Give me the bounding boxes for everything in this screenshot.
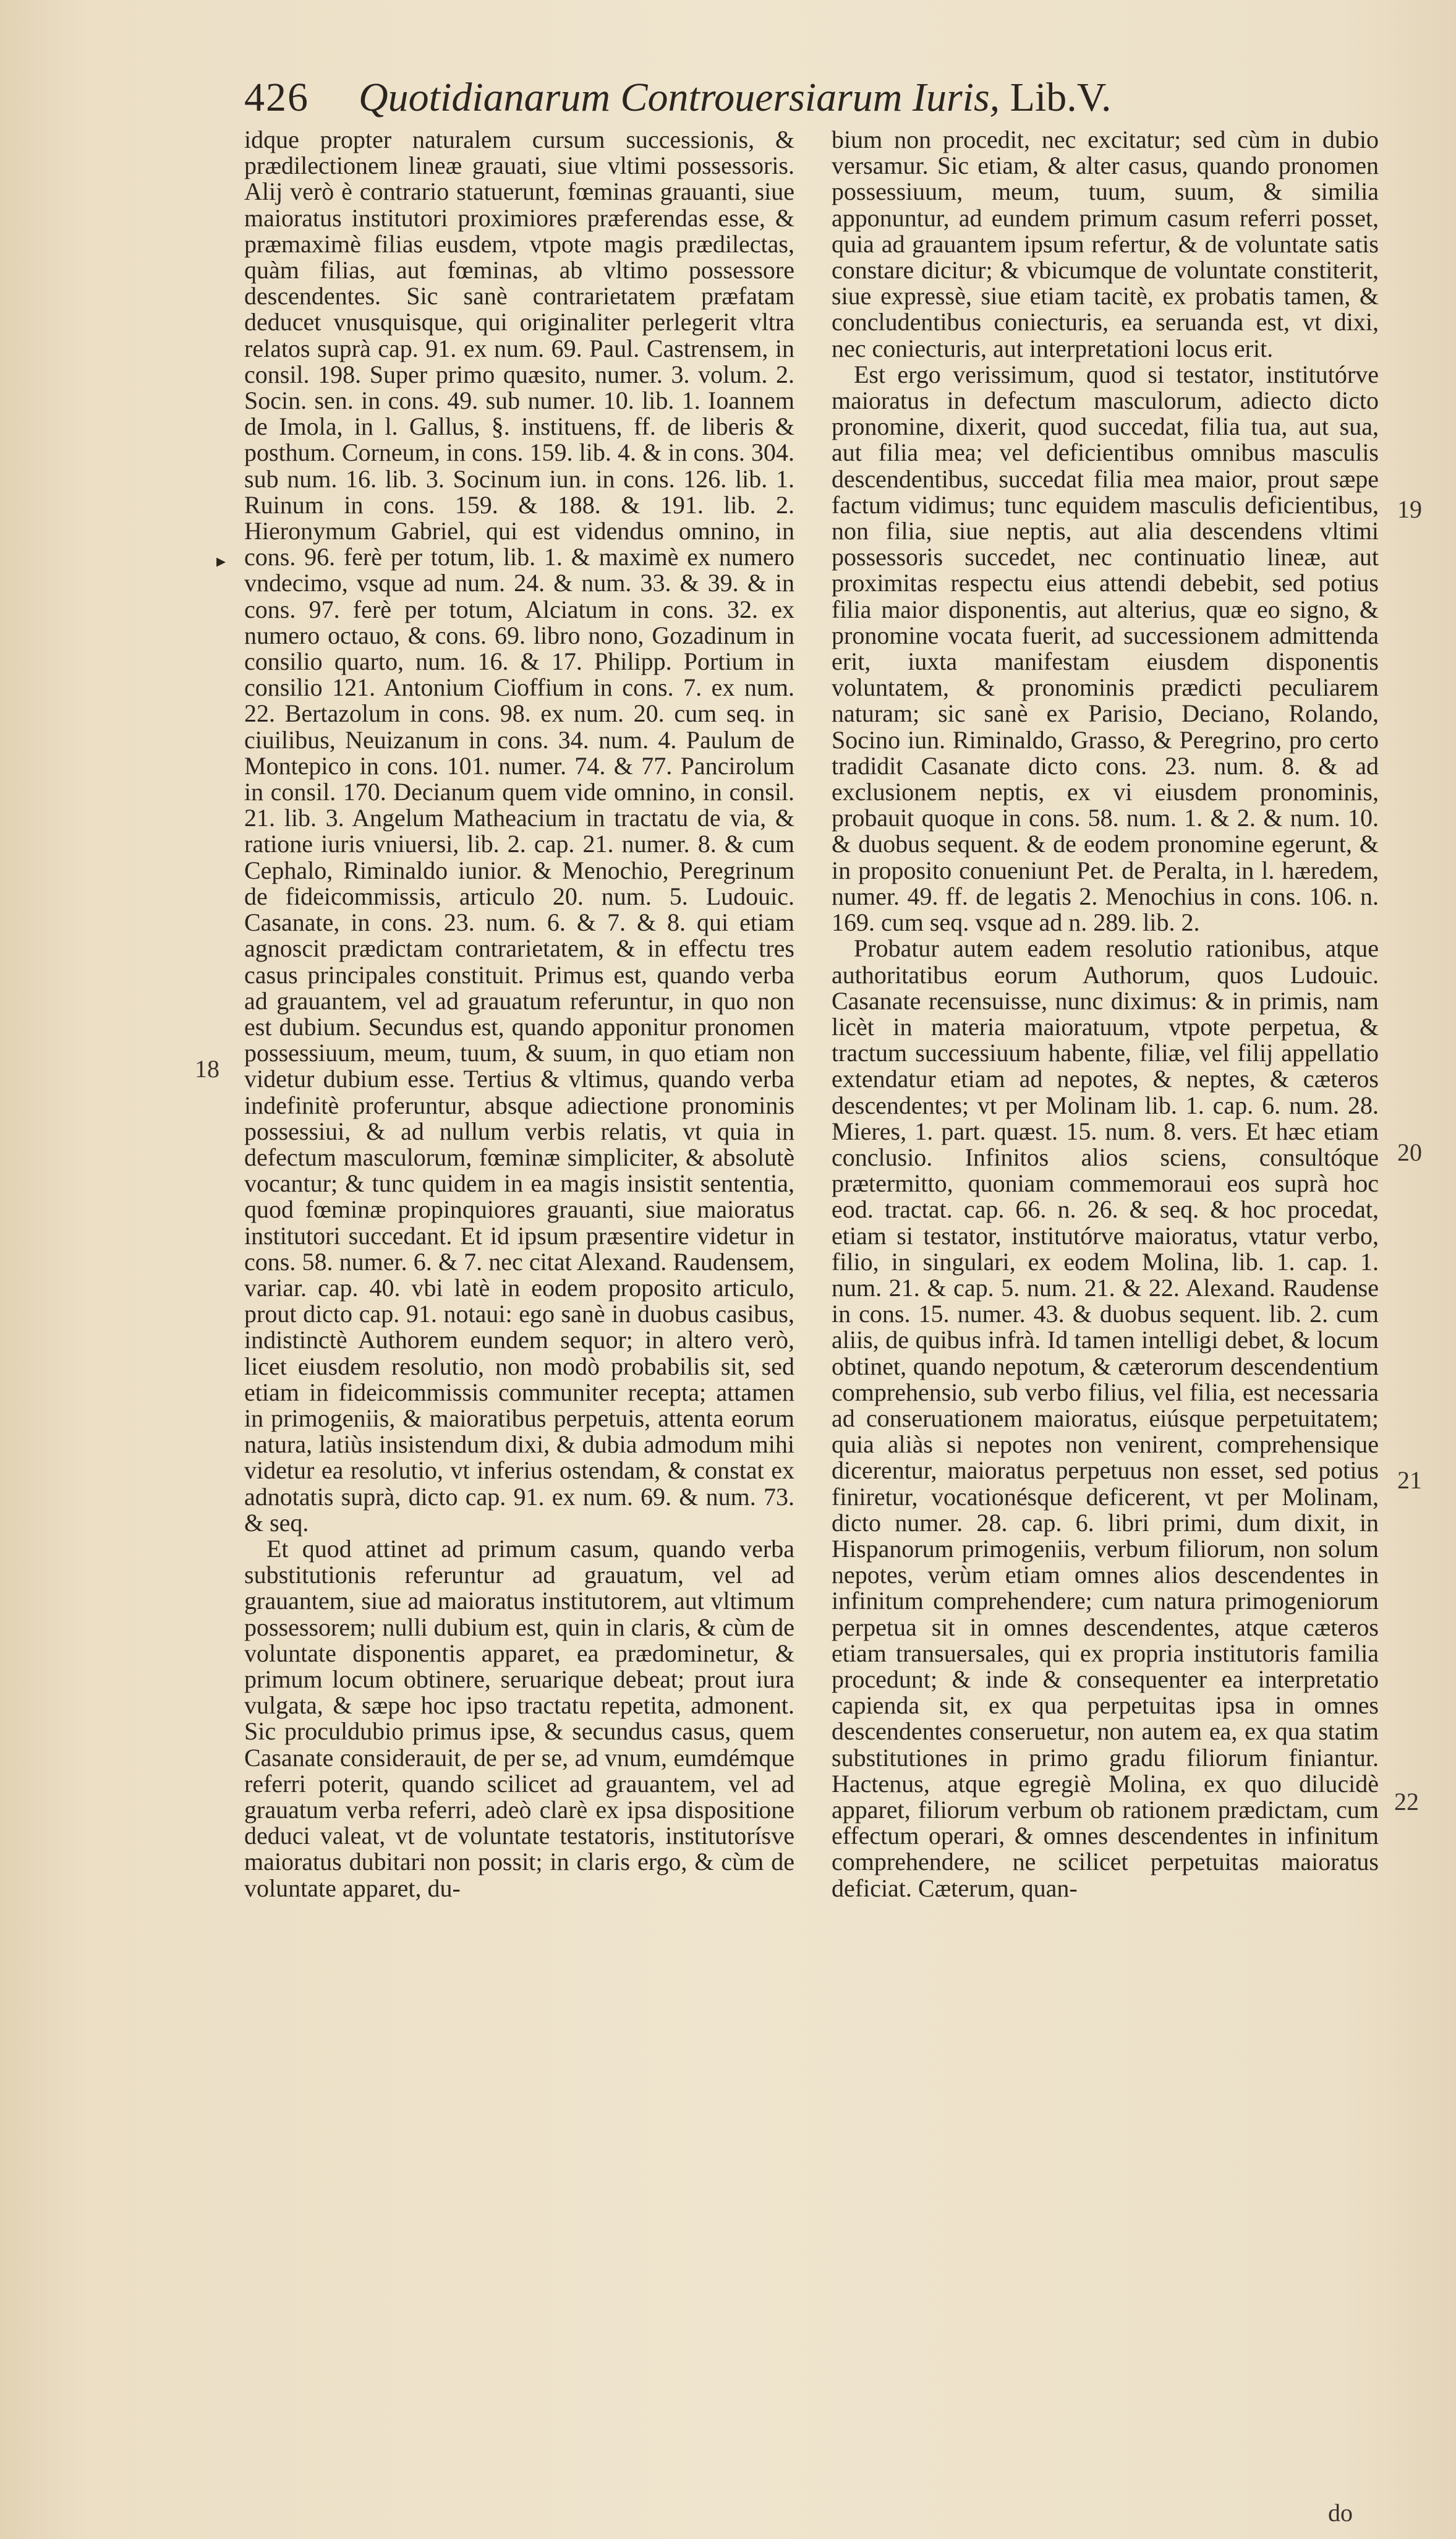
margin-note-19: 19 [1397, 495, 1422, 523]
right-paragraph-2: Est ergo verissimum, quod si testator, institutórve maioratus in defectum masculorum, adiecto dicto pronomine, dixerit, quod succedat, filia tua, aut sua, aut filia mea; vel deficientibus omnibus masculis descendentibus, succedat filia mea maior, prout sæpe factum vidimus; tunc equidem masculis deficientibus, non filia, siue neptis, aut alia descendens vltimi possessoris succedet, nec continuatio lineæ, aut proximitas respectu eius attendi debebit, sed potius filia maior disponentis, aut alterius, quæ eo signo, & pronomine vocata fuerit, ad successionem admittenda erit, iuxta manifestam eiusdem disponentis voluntatem, & pronominis prædicti peculiarem naturam; sic sanè ex Parisio, Deciano, Rolando, Socino iun. Riminaldo, Grasso, & Peregrino, pro certo tradidit Casanate dicto cons. 23. num. 8. & ad exclusionem neptis, ex vi eiusdem pronominis, probauit quoque in cons. 58. num. 1. & 2. & num. 10. & duobus sequent. & de eodem pronomine egerunt, & in proposito conueniunt Pet. de Peralta, in l. hæredem, numer. 49. ff. de legatis 2. Menochius in cons. 106. n. 169. cum seq. vsque ad n. 289. lib. 2. [832, 360, 1379, 937]
catchword: do [1328, 2499, 1353, 2527]
margin-mark: ▸ [216, 551, 226, 571]
margin-note-18: 18 [195, 1055, 219, 1083]
right-column [832, 127, 1379, 2483]
running-header [244, 74, 1258, 130]
left-paragraph-2: Et quod attinet ad primum casum, quando verba substitutionis referuntur ad grauatum, vel ad grauantem, siue ad maioratus institutorem, aut vltimum possessorem; nulli dubium est, quin in claris, & cùm de voluntate disponentis apparet, ea prædominetur, & primum locum obtinere, seruarique debeat; prout iura vulgata, & sæpe hoc ipso tractatu repetita, admonent. Sic proculdubio primus ipse, & secundus casus, quem Casanate considerauit, de per se, ad vnum, eumdémque referri poterit, quando scilicet ad grauantem, vel ad grauatum verba referri, adeò clarè ex ipsa dispositione deduci valeat, vt de voluntate testatoris, institutorísve maioratus dubitari non possit; in claris ergo, & cùm de voluntate apparet, du- [244, 1534, 794, 1902]
right-paragraph-3: Probatur autem eadem resolutio rationibus, atque authoritatibus eorum Authorum, quos Ludouic. Casanate recensuisse, nunc diximus: & in primis, nam licèt in materia maioratuum, vtpote perpetua, & tractum successiuum habente, filiæ, vel filij appellatio extendatur etiam ad nepotes, & neptes, & cæteros descendentes; vt per Molinam lib. 1. cap. 6. num. 28. Mieres, 1. part. quæst. 15. num. 8. vers. Et hæc etiam conclusio. Infinitos alios sciens, consultóque prætermitto, quoniam commemoraui eos suprà hoc eod. tractat. cap. 66. n. 26. & seq. & hoc procedat, etiam si testator, institutórve maioratus, vtatur verbo, filio, in singulari, ex eodem Molina, lib. 1. cap. 1. num. 21. & cap. 5. num. 21. & 22. Alexand. Raudense in cons. 15. numer. 43. & duobus sequent. lib. 2. cum aliis, de quibus infrà. Id tamen intelligi debet, & locum obtinet, quando nepotum, & cæterorum descendentium comprehensio, sub verbo filius, vel filia, est necessaria ad conseruationem maioratus, eiúsque perpetuitatem; quia aliàs si nepotes non venirent, comprehensique dicerentur, maioratus perpetuus non esset, sed potius finiretur, vocationésque deficerent, vt per Molinam, dicto numer. 28. cap. 6. libri primi, dum dixit, in Hispanorum primogeniis, verbum filiorum, non solum nepotes, verùm etiam omnes alios descendentes in infinitum comprehendere; cum natura primogeniorum perpetua sit in omnes descendentes, atque cæteros etiam transuersales, qui ex propria institutoris familia procedunt; & inde & consequenter ea interpretatio capienda sit, ex qua perpetuitas ipsa in omnes descendentes conseruetur, non autem ea, ex qua statim substitutiones in primo gradu filiorum finiantur. Hactenus, atque egregiè Molina, ex quo dilucidè apparet, filiorum verbum ob rationem prædictam, cum effectum operari, & omnes descendentes in infinitum comprehendere, ne scilicet perpetuitas maioratus deficiat. Cæterum, quan- [832, 934, 1379, 1902]
book-number: Lib.V. [1010, 75, 1112, 120]
margin-note-21: 21 [1397, 1466, 1422, 1494]
margin-note-20: 20 [1397, 1138, 1422, 1166]
margin-note-22: 22 [1394, 1788, 1419, 1816]
left-paragraph-1: idque propter naturalem cursum successionis, & prædilectionem lineæ grauati, siue vltimi possessoris. Alij verò è contrario statuerunt, fœminas grauanti, siue maioratus institutori proximiores præferendas esse, & præmaximè filias eusdem, vtpote magis prædilectas, quàm filias, aut fœminas, ab vltimo possessore descendentes. Sic sanè contrarietatem præfatam deducet vnusquisque, qui originaliter perlegerit vltra relatos suprà cap. 91. ex num. 69. Paul. Castrensem, in consil. 198. Super primo quæsito, numer. 3. volum. 2. Socin. sen. in cons. 49. sub numer. 10. lib. 1. Ioannem de Imola, in l. Gallus, §. instituens, ff. de liberis & posthum. Corneum, in cons. 159. lib. 4. & in cons. 304. sub num. 16. lib. 3. Socinum iun. in cons. 126. lib. 1. Ruinum in cons. 159. & 188. & 191. lib. 2. Hieronymum Gabriel, qui est videndus omnino, in cons. 96. ferè per totum, lib. 1. & maximè ex numero vndecimo, vsque ad num. 24. & num. 33. & 39. & in cons. 97. ferè per totum, Alciatum in cons. 32. ex numero octauo, & cons. 69. libro nono, Gozadinum in consilio quarto, num. 16. & 17. Philipp. Portium in consilio 121. Antonium Cioffium in cons. 7. ex num. 22. Bertazolum in cons. 98. ex num. 20. cum seq. in ciuilibus, Neuizanum in cons. 34. num. 4. Paulum de Montepico in cons. 101. numer. 74. & 77. Pancirolum in consil. 170. Decianum quem vide omnino, in consil. 21. lib. 3. Angelum Matheacium in tractatu de via, & ratione iuris vniuersi, lib. 2. cap. 21. numer. 8. & cum Cephalo, Riminaldo iunior. & Menochio, Peregrinum de fideicommissis, articulo 20. num. 5. Ludouic. Casanate, in cons. 23. num. 6. & 7. & 8. qui etiam agnoscit prædictam contrarietatem, & in effectu tres casus principales constituit. Primus est, quando verba ad grauantem, vel ad grauatum referuntur, in quo non est dubium. Secundus est, quando apponitur pronomen possessiuum, meum, tuum, & suum, in quo etiam non videtur dubium esse. Tertius & vltimus, quando verba indefinitè proferuntur, absque adiectione pronominis possessiui, & ad nullum verbis relatis, vt quia in defectum masculorum, fœminæ simpliciter, & absolutè vocantur; & tunc quidem in ea magis insistit sententia, quod fœminæ propinquiores grauanti, siue maioratus institutori succedant. Et id ipsum præsentire videtur in cons. 58. numer. 6. & 7. nec citat Alexand. Raudensem, variar. cap. 40. vbi latè in eodem proposito articulo, prout dicto cap. 91. notaui: ego sanè in duobus casibus, indistinctè Authorem eundem sequor; in altero verò, licet eiusdem resolutio, non modò probabilis sit, sed etiam in fideicommissis communiter recepta; attamen in primogeniis, & maioratibus perpetuis, attenta eorum natura, latiùs insistendum dixi, & dubia admodum mihi videtur ea resolutio, vt inferius ostendam, & constat ex adnotatis suprà, dicto cap. 91. ex num. 69. & num. 73. & seq. [244, 126, 794, 1537]
page-number: 426 [244, 75, 309, 120]
title-text: Quotidianarum Controuersiarum Iuris, [359, 75, 1000, 120]
running-title [359, 74, 1111, 121]
right-paragraph-1: bium non procedit, nec excitatur; sed cùm in dubio versamur. Sic etiam, & alter casus, quando pronomen possessiuum, meum, tuum, suum, & similia apponuntur, ad eundem primum casum referri posset, quia ad grauantem ipsum refertur, & de voluntate satis constare dicitur; & vbicumque de voluntate constiterit, siue expressè, siue etiam tacitè, ex probatis tamen, & concludentibus coniecturis, ea seruanda est, vt dixi, nec coniecturis, aut interpretationi locus erit. [832, 126, 1379, 362]
left-column [244, 127, 794, 2483]
